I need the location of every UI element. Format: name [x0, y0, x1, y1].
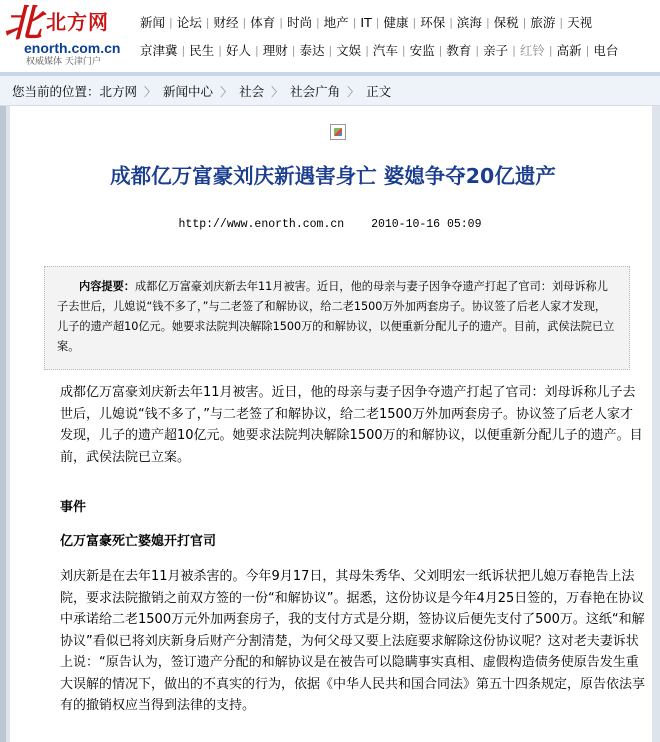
publish-datetime: 2010-10-16 05:09	[371, 218, 482, 231]
nav-link[interactable]: 滨海	[456, 15, 482, 30]
source-url[interactable]: http://www.enorth.com.cn	[178, 218, 345, 231]
nav-separator: |	[449, 15, 453, 29]
nav-link[interactable]: 民生	[189, 43, 215, 58]
logo-name: 北方网	[46, 10, 109, 34]
nav-separator: |	[254, 43, 259, 57]
breadcrumb-separator: 〉	[347, 84, 360, 99]
channel-nav-row-2	[136, 38, 660, 62]
nav-link[interactable]: 教育	[446, 43, 472, 58]
nav-link[interactable]: 时尚	[286, 15, 312, 30]
logo-slogan: 权威媒体 天津门户	[26, 57, 101, 67]
breadcrumb-separator: 〉	[220, 84, 233, 99]
nav-separator: |	[181, 43, 186, 57]
site-logo[interactable]	[2, 2, 136, 70]
right-border	[652, 106, 660, 742]
section-heading-event: 事件	[60, 500, 87, 515]
breadcrumb-separator: 〉	[144, 84, 157, 99]
nav-separator: |	[352, 15, 357, 29]
nav-link[interactable]: 地产	[323, 15, 349, 30]
nav-link[interactable]: 亲子	[483, 43, 509, 58]
breadcrumb-item: 正文	[366, 83, 392, 99]
nav-link[interactable]: 好人	[225, 43, 251, 58]
article-paragraph-1	[60, 382, 646, 468]
nav-separator: |	[205, 15, 210, 29]
broken-image-icon	[330, 124, 346, 140]
nav-separator: |	[438, 43, 443, 57]
breadcrumb-item[interactable]: 北方网	[99, 83, 138, 99]
nav-link[interactable]: 环保	[420, 15, 446, 30]
nav-link[interactable]: 文娱	[336, 43, 362, 58]
channel-nav-row-1	[136, 10, 660, 34]
nav-link[interactable]: 健康	[383, 15, 409, 30]
paragraph-1-text: 成都亿万富豪刘庆新去年11月被害。近日，他的母亲与妻子因争夺遗产打起了官司：刘母诉称儿子去世后，儿媳说“钱不多了，”与二老签了和解协议，给二老1500万外加两套房子。协议签了后老人家才发现，儿子的遗产超10亿元。她要求法院判决解除1500万的和解协议，以便重新分配儿子的遗产。目前，武侯法院已立案。	[60, 385, 643, 465]
breadcrumb-item[interactable]: 社会广角	[290, 83, 341, 99]
nav-separator: |	[512, 43, 516, 57]
logo-mark: 北	[4, 0, 43, 45]
nav-link[interactable]: 保税	[493, 15, 519, 30]
breadcrumb-items	[100, 82, 392, 100]
nav-link[interactable]: 电台	[593, 43, 619, 58]
nav-separator: |	[375, 15, 380, 29]
breadcrumb-prefix: 您当前的位置：	[12, 83, 100, 99]
nav-separator: |	[475, 43, 480, 57]
left-border-inner	[6, 106, 10, 742]
nav-separator: |	[485, 15, 490, 29]
nav-link[interactable]: 高新	[556, 43, 582, 58]
breadcrumb	[0, 76, 660, 106]
article-area	[0, 106, 660, 742]
section-heading-lawsuit: 亿万富豪死亡婆媳开打官司	[60, 534, 217, 549]
summary-label: 内容提要：	[79, 280, 135, 293]
article-paragraph-2: 刘庆新是在去年11月被杀害的。今年9月17日，其母朱秀华、父刘明宏一纸诉状把儿媳万春艳告上法院，要求法院撤销之前双方签的一份“和解协议”。据悉，这份协议是今年4月25日签的，万春艳在协议中承诺给二老1500万元外加两套房子，我的支付方式是分期，签协议后便先支付了500万。这纸“和解协议”看似已将刘庆新身后财产分割清楚，为何父母又要上法庭要求解除这份协议呢？这对老夫妻诉状上说：“原告认为，签订遗产分配的和解协议是在被告可以隐瞒事实真相、虚假构造债务使原告发生重大误解的情况下，做出的不真实的行为，依据《中华人民共和国合同法》第五十四条规定，原告依法享有的撤销权应当得到法律的支持。	[60, 569, 646, 713]
nav-separator: |	[315, 15, 320, 29]
nav-link[interactable]: 泰达	[299, 43, 325, 58]
nav-separator: |	[548, 43, 553, 57]
nav-link[interactable]: 论坛	[176, 15, 202, 30]
nav-link[interactable]: 理财	[262, 43, 288, 58]
nav-link[interactable]: IT	[360, 14, 372, 30]
logo-domain: enorth.com.cn	[24, 40, 121, 56]
nav-link[interactable]: 京津冀	[140, 43, 178, 58]
nav-link[interactable]: 安监	[409, 43, 435, 58]
site-header	[0, 0, 660, 72]
nav-link[interactable]: 财经	[213, 15, 239, 30]
nav-separator: |	[169, 15, 173, 29]
summary-text: 成都亿万富豪刘庆新去年11月被害。近日，他的母亲与妻子因争夺遗产打起了官司：刘母诉称儿子去世后，儿媳说“钱不多了，”与二老签了和解协议，给二老1500万外加两套房子。协议签了后老人家才发现，儿子的遗产超10亿元。她要求法院判决解除1500万的和解协议，以便重新分配儿子的遗产。目前，武侯法院已立案。	[57, 280, 615, 353]
nav-separator: |	[522, 15, 527, 29]
nav-separator: |	[218, 43, 222, 57]
nav-link[interactable]: 新闻	[140, 15, 166, 30]
nav-link[interactable]: 体育	[250, 15, 276, 30]
article-meta	[0, 218, 660, 232]
nav-separator: |	[291, 43, 296, 57]
nav-link[interactable]: 天视	[567, 15, 593, 30]
breadcrumb-item[interactable]: 社会	[239, 83, 265, 99]
channel-nav	[136, 10, 660, 62]
nav-separator: |	[242, 15, 247, 29]
nav-separator: |	[401, 43, 406, 57]
nav-separator: |	[559, 15, 564, 29]
nav-separator: |	[328, 43, 333, 57]
breadcrumb-separator: 〉	[271, 84, 284, 99]
summary-box	[44, 266, 630, 370]
nav-separator: |	[279, 15, 283, 29]
nav-separator: |	[585, 43, 590, 57]
nav-separator: |	[365, 43, 369, 57]
nav-link[interactable]: 旅游	[530, 15, 556, 30]
breadcrumb-item[interactable]: 新闻中心	[163, 83, 214, 99]
nav-link[interactable]: 汽车	[372, 43, 398, 58]
nav-separator: |	[412, 15, 417, 29]
nav-link[interactable]: 红铃	[519, 43, 545, 58]
article-title: 成都亿万富豪刘庆新遇害身亡 婆媳争夺20亿遗产	[110, 164, 556, 188]
